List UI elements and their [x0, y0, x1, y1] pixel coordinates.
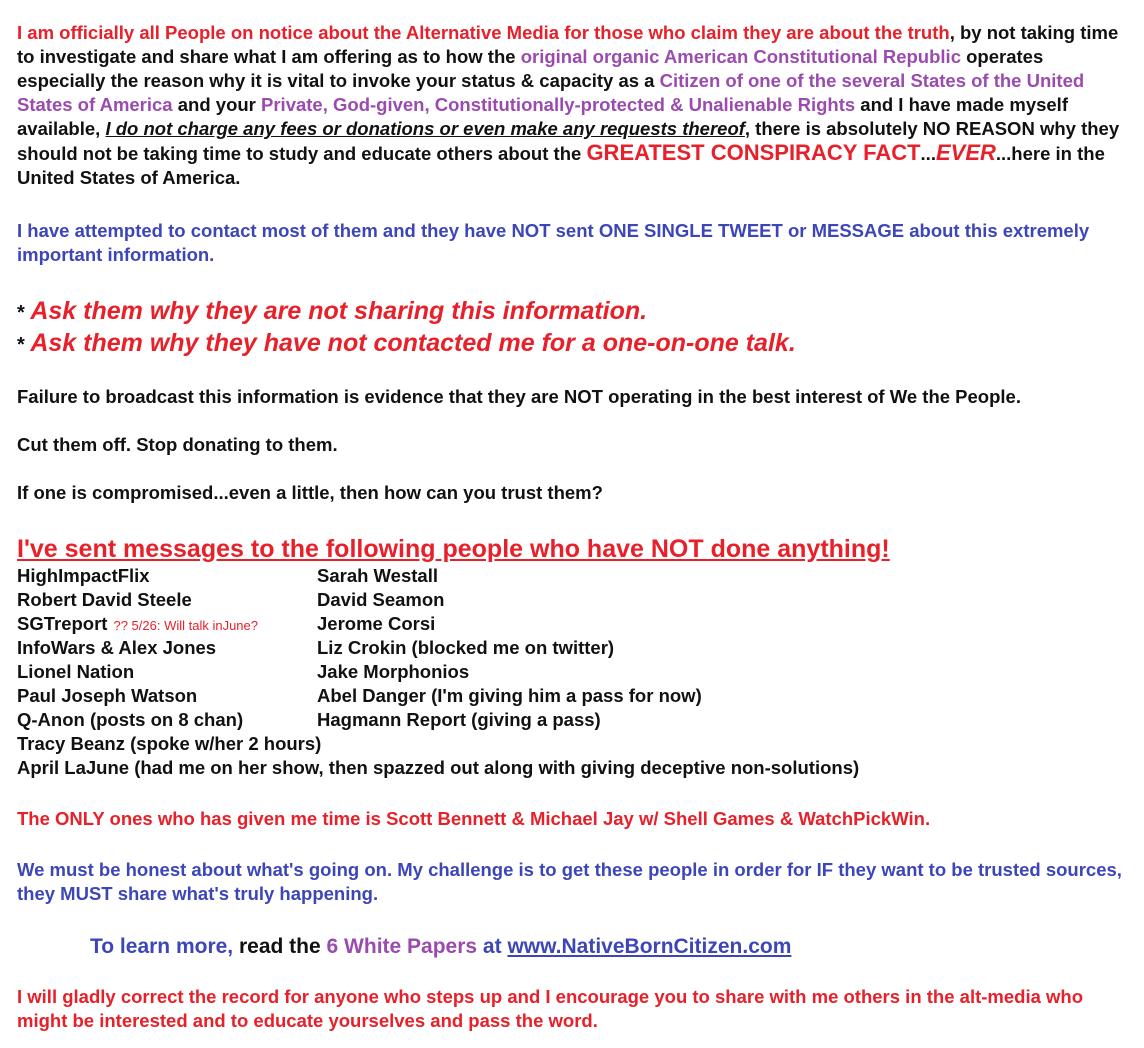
learn-more-text: read the	[233, 935, 327, 958]
list-item: HighImpactFlix	[17, 565, 150, 586]
list-item: Lionel Nation	[17, 661, 135, 682]
ask-line-2	[17, 327, 796, 361]
list-row	[17, 660, 470, 684]
contact-paragraph: I have attempted to contact most of them and they have NOT sent ONE SINGLE TWEET or MESSAGE about this extremely important information.	[17, 220, 1090, 265]
intro-paragraph	[17, 21, 1132, 190]
list-row	[17, 636, 615, 660]
list-item: David Seamon	[317, 589, 445, 610]
only-ones-paragraph: The ONLY ones who has given me time is Scott Bennett & Michael Jay w/ Shell Games & WatchPickWin.	[17, 808, 931, 829]
list-item: Jake Morphonios	[317, 661, 470, 682]
list-item: Hagmann Report (giving a pass)	[317, 709, 601, 730]
bullet-star: *	[17, 334, 31, 356]
learn-more-label: To learn more,	[90, 935, 234, 958]
notice-statement: I am officially all People on notice about the Alternative Media for those who claim they are about the truth	[17, 22, 950, 43]
ever-word: EVER	[935, 140, 996, 165]
correct-record-paragraph: I will gladly correct the record for anyone who steps up and I encourage you to share with me others in the alt-media who might be interested and to educate yourselves and pass the word.	[17, 986, 1083, 1031]
conspiracy-fact-phrase: GREATEST CONSPIRACY FACT	[586, 140, 921, 165]
honest-paragraph: We must be honest about what's going on. My challenge is to get these people in order for IF they want to be trusted sources, they MUST share what's truly happening.	[17, 859, 1122, 904]
list-item: Jerome Corsi	[317, 613, 436, 634]
failure-paragraph: Failure to broadcast this information is evidence that they are NOT operating in the best interest of We the People.	[17, 386, 1021, 407]
citizen-phrase: Citizen of one of the several States of the United States of America	[17, 70, 1085, 115]
list-heading: I've sent messages to the following people who have NOT done anything!	[17, 535, 890, 563]
list-item: Tracy Beanz (spoke w/her 2 hours)	[17, 733, 322, 754]
list-item: Paul Joseph Watson	[17, 685, 198, 706]
list-row	[17, 756, 859, 780]
learn-more-line	[90, 933, 791, 961]
no-fees-phrase: I do not charge any fees or donations or even make any requests thereof	[105, 118, 745, 139]
list-row	[17, 732, 321, 756]
republic-phrase: original organic American Constitutional Republic	[520, 46, 961, 67]
intro-text-6: ...here in the United States of America.	[17, 143, 1105, 188]
list-row	[17, 564, 438, 588]
intro-text-3: and your	[172, 94, 262, 115]
bullet-star: *	[17, 302, 31, 324]
ask-line-1	[17, 295, 647, 329]
handwritten-note: ?? 5/26: Will talk inJune?	[113, 618, 258, 633]
intro-text-5: , there is absolutely NO REASON why they should not be taking time to study and educate others about the	[17, 118, 1120, 164]
white-papers-label: 6 White Papers	[326, 935, 478, 958]
list-item: Robert David Steele	[17, 589, 192, 610]
list-row	[17, 588, 445, 612]
list-item: April LaJune (had me on her show, then spazzed out along with giving deceptive non-solutions)	[17, 757, 860, 778]
list-item: Sarah Westall	[317, 565, 438, 586]
intro-text-4: and I have made myself available,	[17, 94, 1068, 139]
website-link[interactable]: www.NativeBornCitizen.com	[507, 935, 792, 958]
rights-phrase: Private, God-given, Constitutionally-protected & Unalienable Rights	[261, 94, 856, 115]
ask-text-1: Ask them why they are not sharing this information.	[30, 297, 648, 325]
list-item: SGTreport	[17, 613, 108, 634]
list-item: InfoWars & Alex Jones	[17, 637, 217, 658]
learn-more-at: at	[477, 935, 508, 958]
list-row	[17, 684, 702, 708]
cut-off-paragraph: Cut them off. Stop donating to them.	[17, 434, 338, 455]
list-item: Liz Crokin (blocked me on twitter)	[317, 637, 615, 658]
ellipsis-1: ...	[920, 143, 936, 164]
ask-text-2: Ask them why they have not contacted me for a one-on-one talk.	[30, 329, 796, 357]
intro-text-1: , by not taking time to investigate and share what I am offering as to how the	[17, 22, 1119, 67]
compromised-paragraph: If one is compromised...even a little, then how can you trust them?	[17, 482, 603, 503]
intro-text-2: operates especially the reason why it is vital to invoke your status & capacity as a	[17, 46, 1044, 91]
list-item: Q-Anon (posts on 8 chan)	[17, 709, 244, 730]
list-row	[17, 708, 601, 732]
list-row	[17, 612, 436, 636]
list-item: Abel Danger (I'm giving him a pass for now)	[317, 685, 702, 706]
